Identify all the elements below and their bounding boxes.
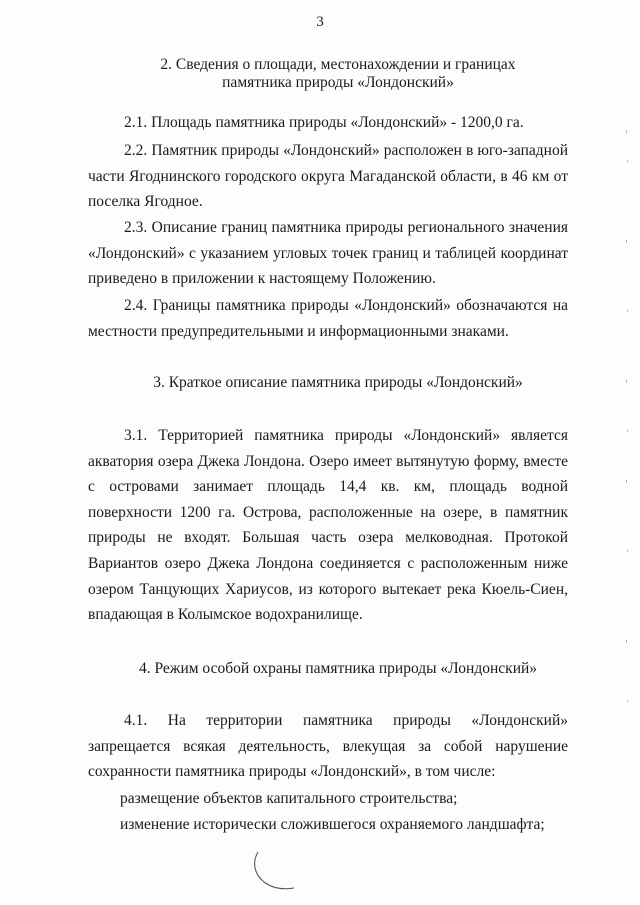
list-item-construction: размещение объектов капитального строительства; bbox=[120, 790, 458, 807]
section-4-heading: 4. Режим особой охраны памятника природы «Лондонский» bbox=[138, 660, 538, 677]
paragraph-2-4: 2.4. Границы памятника природы «Лондонский» обозначаются на местности предупредительными и информационными знаками. bbox=[88, 297, 568, 340]
paragraph-2-3: 2.3. Описание границ памятника природы регионального значения «Лондонский» с указанием угловых точек границ и таблицей координат приведено в приложении к настоящему Положению. bbox=[88, 219, 568, 288]
paragraph-2-2: 2.2. Памятник природы «Лондонский» расположен в юго-западной части Ягоднинского городского округа Магаданской области, в 46 км от поселка Ягодное. bbox=[88, 142, 568, 211]
section-2-heading-line2: памятника природы «Лондонский» bbox=[222, 74, 454, 91]
handwritten-mark-icon bbox=[250, 848, 300, 893]
paragraph-2-1: 2.1. Площадь памятника природы «Лондонский» - 1200,0 га. bbox=[124, 114, 524, 131]
paragraph-3-1: 3.1. Территорией памятника природы «Лондонский» является акватория озера Джека Лондона. Озеро имеет вытянутую форму, вместе с островами занимает площадь 14,4 кв. км, площадь водной поверхности 1200 га. Острова, расположенные на озере, в памятник природы не входят. Большая часть озера мелководная. Протокой Вариантов озеро Джека Лондона соединяется с расположенным ниже озером Танцующих Хариусов, из которого вытекает река Кюель-Сиен, впадающая в Колымское водохранилище. bbox=[88, 427, 568, 624]
page-number: 3 bbox=[316, 14, 324, 30]
scan-margin-marks bbox=[624, 120, 630, 720]
section-3-heading: 3. Краткое описание памятника природы «Лондонский» bbox=[153, 374, 523, 391]
list-item-landscape: изменение исторически сложившегося охраняемого ландшафта; bbox=[120, 816, 545, 833]
section-2-heading bbox=[88, 56, 588, 92]
paragraph-4-1: 4.1. На территории памятника природы «Лондонский» запрещается всякая деятельность, влекущая за собой нарушение сохранности памятника природы «Лондонский», в том числе: bbox=[88, 712, 568, 781]
section-2-heading-line1: 2. Сведения о площади, местонахождении и границах bbox=[160, 56, 516, 73]
